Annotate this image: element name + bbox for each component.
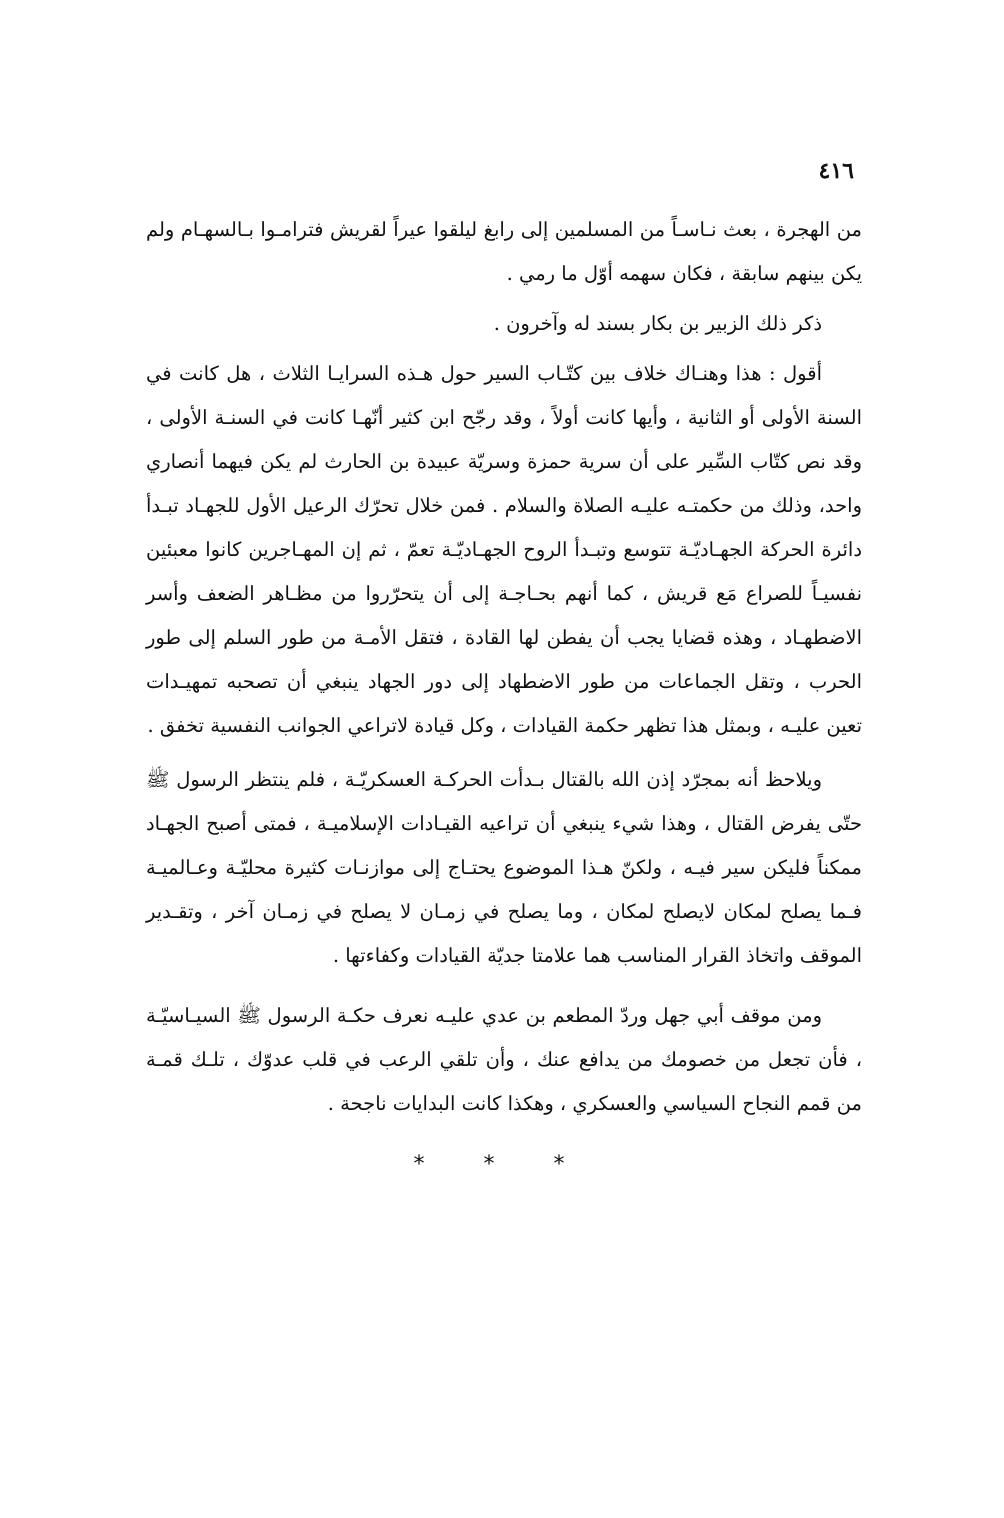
paragraph-commentary: أقول : هذا وهنـاك خلاف بين كتّـاب السير حول هـذه السرايـا الثلاث ، هل كانت في السنة الأولى أو الثانية ، وأيها كانت أولاً ، وقد رجّح ابن كثير أنّهـا كانت في السنـة الأولى ، وقد نص كتّاب السِّير على أن سرية حمزة وسريّة عبيدة بن الحارث لم يكن فيهما أنصاري واحد، وذلك من حكمتـه عليـه الصلاة والسلام . فمن خلال تحرّك الرعيل الأول للجهـاد تبـدأ دائرة الحركة الجهـاديّـة تتوسع وتبـدأ الروح الجهـاديّـة تعمّ ، ثم إن المهـاجرين كانوا معبئين نفسيـاً للصراع مَع قريش ، كما أنهم بحـاجـة إلى أن يتحرّروا من مظـاهر الضعف وأسر الاضطهـاد ، وهذه قضايا يجب أن يفطن لها القادة ، فتقل الأمـة من طور السلم إلى طور الحرب ، وتقل الجماعات من طور الاضطهاد إلى دور الجهاد ينبغي أن تصحبه تمهيـدات تعين عليـه ، وبمثل هذا تظهر حكمة القيادات ، وكل قيادة لاتراعي الجوانب النفسية تخفق . — [146, 362, 862, 737]
paragraph-political-wisdom: ومن موقف أبي جهل وردّ المطعم بن عدي عليـه نعرف حكـة الرسول ﷺ السيـاسيّـة ، فأن تجعل من خصومك من يدافع عنك ، وأن تلقي الرعب في قلب عدوّك ، تلـك قمـة من قمم النجاح السياسي والعسكري ، وهكذا كانت البدايات ناجحة . — [146, 1004, 862, 1115]
section-separator: * * * — [413, 1152, 591, 1177]
paragraph-military-movement: ويلاحظ أنه بمجرّد إذن الله بالقتال بـدأت الحركـة العسكريّـة ، فلم ينتظر الرسول ﷺ حتّى يفرض القتال ، وهذا شيء ينبغي أن تراعيه القيـادات الإسلاميـة ، فمتى أصبح الجهـاد ممكناً فليكن سير فيـه ، ولكنّ هـذا الموضوع يحتـاج إلى موازنـات كثيرة محليّـة وعـالميـة فـما يصلح لمكان لايصلح لمكان ، وما يصلح في زمـان لا يصلح في زمـان آخر ، وتقـدير الموقف واتخاذ القرار المناسب هما علامتا جديّة القيادات وكفاءتها . — [146, 768, 862, 967]
body-text — [146, 208, 862, 1126]
paragraph-continuation: من الهجرة ، بعث نـاسـاً من المسلمين إلى رابغ ليلقوا عيراً لقريش فترامـوا بـالسهـام ولم يكن بينهم سابقة ، فكان سهمه أوّل ما رمي . — [146, 218, 862, 285]
page-number: ٤١٦ — [818, 158, 854, 184]
paragraph-citation: ذكر ذلك الزبير بن بكار بسند له وآخرون . — [493, 312, 822, 335]
